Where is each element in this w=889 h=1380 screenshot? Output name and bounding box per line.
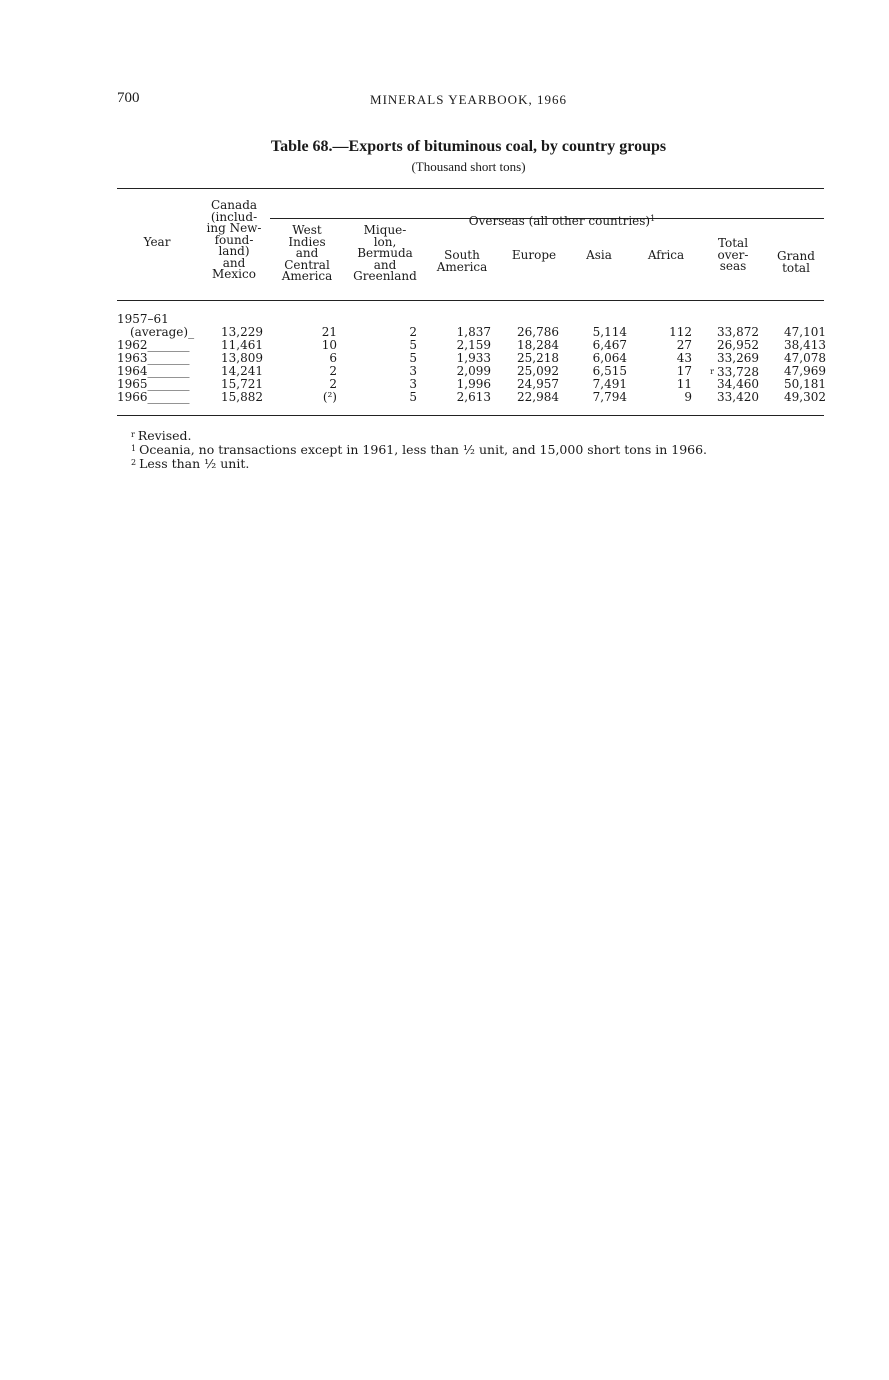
footnote-mark: r — [131, 430, 135, 439]
cell-value: 26,952 — [717, 338, 759, 352]
cell-canada — [221, 391, 263, 404]
cell-value: 26,786 — [517, 325, 559, 339]
header-bottom-rule — [117, 300, 824, 301]
cell-value: 2 — [329, 364, 337, 378]
cell-value: 15,882 — [221, 390, 263, 404]
header-africa: Africa — [647, 248, 685, 262]
cell-total-overseas — [717, 352, 759, 365]
row-year-label: 1963_______ — [117, 351, 190, 365]
cell-value: 33,872 — [717, 325, 759, 339]
header-asia: Asia — [586, 248, 612, 262]
cell-value: 13,229 — [221, 325, 263, 339]
cell-value: 1,996 — [456, 377, 491, 391]
cell-total-overseas — [717, 391, 759, 404]
cell-value: 47,101 — [784, 325, 826, 339]
cell-value: 6,515 — [592, 364, 627, 378]
cell-value: 11 — [676, 377, 692, 391]
header-overseas-label: Overseas (all other countries) — [468, 213, 651, 228]
cell-value: 33,420 — [717, 390, 759, 404]
cell-value: 10 — [321, 338, 337, 352]
cell-value: 2,613 — [456, 390, 491, 404]
row-year-label: 1966_______ — [117, 390, 190, 404]
footnote-mark: 1 — [131, 444, 137, 453]
header-canada: Canada (includ- ing New- found- land) and Mexico — [206, 198, 262, 281]
cell-value: 49,302 — [784, 390, 826, 404]
table-top-rule — [117, 188, 824, 189]
cell-value: 5 — [409, 390, 417, 404]
cell-value: 14,241 — [221, 364, 263, 378]
header-total-overseas: Total over- seas — [717, 236, 749, 273]
cell-asia — [593, 391, 627, 404]
footnote-text: Less than ½ unit. — [139, 456, 250, 471]
header-year: Year — [143, 235, 171, 249]
cell-south-america — [457, 391, 491, 404]
cell-value: 22,984 — [517, 390, 559, 404]
revised-mark: r — [710, 367, 714, 376]
row-year-label: 1962_______ — [117, 338, 190, 352]
cell-value: 17 — [676, 364, 692, 378]
running-head: MINERALS YEARBOOK, 1966 — [370, 92, 567, 107]
cell-value: 25,218 — [517, 351, 559, 365]
cell-grand-total — [784, 391, 826, 404]
cell-value: 13,809 — [221, 351, 263, 365]
footnote-text: Oceania, no transactions except in 1961, less than ½ unit, and 15,000 short tons in 1966. — [139, 442, 708, 457]
header-west-indies: West Indies and Central America — [281, 223, 333, 283]
cell-value: 38,413 — [784, 338, 826, 352]
cell-value: 7,491 — [592, 377, 627, 391]
cell-value: 50,181 — [784, 377, 826, 391]
cell-value: 2 — [329, 377, 337, 391]
cell-value: 25,092 — [517, 364, 559, 378]
cell-africa — [684, 391, 692, 404]
cell-value: 2,099 — [456, 364, 491, 378]
cell-value: 7,794 — [592, 390, 627, 404]
cell-value: 18,284 — [517, 338, 559, 352]
table-bottom-rule — [117, 415, 824, 416]
footnote-2 — [131, 456, 707, 470]
row-year-label: 1957–61 — [117, 312, 169, 326]
footnote-1 — [131, 442, 707, 456]
cell-value: 15,721 — [221, 377, 263, 391]
cell-value: 5 — [409, 351, 417, 365]
cell-miquelon — [409, 391, 417, 404]
cell-value: 1,837 — [456, 325, 491, 339]
footnotes — [131, 428, 707, 470]
cell-west-indies — [323, 391, 337, 404]
footnote-text: Revised. — [137, 428, 192, 443]
cell-value: 6 — [329, 351, 337, 365]
cell-value: 3 — [409, 364, 417, 378]
cell-value: 6,064 — [592, 351, 627, 365]
cell-europe — [517, 391, 559, 404]
footnote-revised — [131, 428, 707, 442]
cell-value: 47,969 — [784, 364, 826, 378]
cell-value: 11,461 — [221, 338, 263, 352]
row-year-label: 1965_______ — [117, 377, 190, 391]
row-year-sublabel: (average)_ — [130, 325, 195, 339]
cell-value: 47,078 — [784, 351, 826, 365]
footnote-ref-1: 1 — [650, 213, 656, 223]
cell-value: 24,957 — [517, 377, 559, 391]
cell-value: 9 — [684, 390, 692, 404]
cell-value: 6,467 — [592, 338, 627, 352]
cell-value: 27 — [676, 338, 692, 352]
table-title: Table 68.—Exports of bituminous coal, by country groups — [270, 138, 667, 155]
row-year-label: 1964_______ — [117, 364, 190, 378]
cell-value: (²) — [322, 390, 337, 404]
cell-value: 112 — [669, 325, 692, 339]
page-number: 700 — [117, 90, 140, 106]
cell-value: 2 — [409, 325, 417, 339]
header-europe: Europe — [511, 248, 557, 262]
header-miquelon: Mique- lon, Bermuda and Greenland — [353, 223, 417, 283]
cell-value: 2,159 — [456, 338, 491, 352]
table-subtitle: (Thousand short tons) — [411, 159, 526, 174]
cell-value: 5 — [409, 338, 417, 352]
cell-value: 33,728 — [717, 365, 759, 379]
cell-value: 34,460 — [717, 377, 759, 391]
footnote-mark: 2 — [131, 458, 137, 467]
cell-value: 1,933 — [456, 351, 491, 365]
header-south-america: South America — [436, 248, 488, 274]
cell-value: 33,269 — [717, 351, 759, 365]
cell-value: 3 — [409, 377, 417, 391]
header-grand-total: Grand total — [777, 249, 815, 275]
cell-value: 21 — [321, 325, 337, 339]
cell-value: 5,114 — [592, 325, 627, 339]
cell-value: 43 — [676, 351, 692, 365]
